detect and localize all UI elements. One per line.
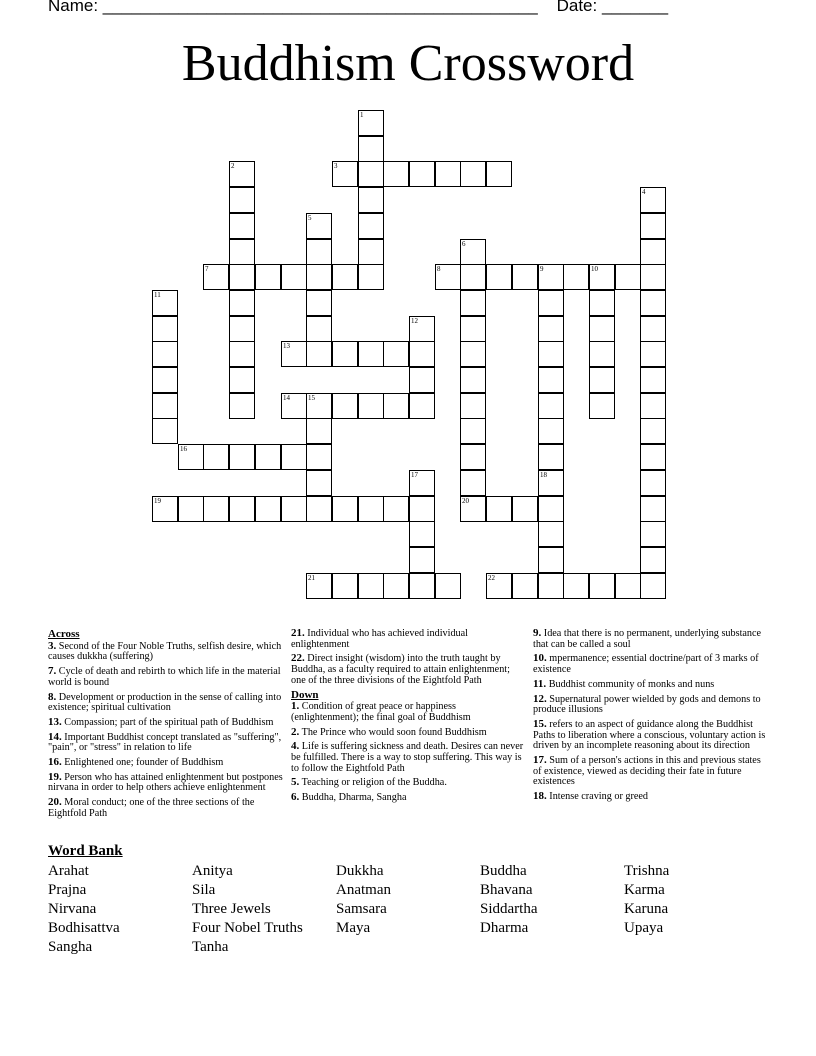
across-clue [48, 797, 283, 819]
clue-text: refers to an aspect of guidance along the Buddhist Paths to liberation where a conscious, voluntary action is driven by an incomplete reasoning about its direction [533, 718, 766, 752]
cell-number: 15 [308, 394, 315, 402]
crossword-cell[interactable] [383, 393, 409, 419]
crossword-cell[interactable] [358, 264, 384, 290]
crossword-cell[interactable] [460, 290, 486, 316]
crossword-cell[interactable] [332, 496, 358, 522]
cell-number: 8 [437, 265, 441, 273]
crossword-cell[interactable] [358, 239, 384, 265]
clue-number: 9. [533, 627, 542, 639]
crossword-cell[interactable] [229, 496, 255, 522]
crossword-cell[interactable] [255, 496, 281, 522]
crossword-cell[interactable] [229, 187, 255, 213]
crossword-cell[interactable] [538, 496, 564, 522]
crossword-cell[interactable] [358, 573, 384, 599]
clue-number: 17. [533, 754, 547, 767]
clue-text: Development or production in the sense of calling into existence; spiritual cultivation [48, 691, 282, 714]
crossword-cell[interactable] [512, 496, 538, 522]
down-clue-list-continued [533, 628, 769, 803]
clue-text: Life is suffering sickness and death. Desires can never be fulfilled. There is a way to stop suffering. This way is to follow the Eightfold Path [291, 741, 524, 774]
crossword-cell[interactable] [358, 213, 384, 239]
crossword-cell[interactable] [332, 393, 358, 419]
down-clue [291, 792, 526, 804]
across-clue [48, 641, 283, 663]
crossword-cell[interactable] [383, 341, 409, 367]
word-bank-word: Prajna [48, 882, 87, 898]
crossword-cell[interactable] [306, 418, 332, 444]
crossword-cell[interactable] [563, 264, 589, 290]
across-clue [291, 653, 526, 686]
crossword-cell[interactable] [538, 521, 564, 547]
crossword-cell[interactable] [589, 264, 615, 290]
crossword-cell[interactable] [306, 573, 332, 599]
crossword-cell[interactable] [512, 573, 538, 599]
clue-number: 4. [291, 740, 300, 753]
crossword-cell[interactable] [538, 316, 564, 342]
word-bank-word: Maya [336, 920, 371, 936]
crossword-cell[interactable] [358, 136, 384, 162]
crossword-cell[interactable] [589, 341, 615, 367]
crossword-cell[interactable] [640, 573, 666, 599]
crossword-cell[interactable] [460, 470, 486, 496]
crossword-cell[interactable] [255, 444, 281, 470]
clue-text: Direct insight (wisdom) into the truth taught by Buddha, as a faculty required to attain enlightenment; one of the three divisions of the Eightfold Path [291, 653, 510, 686]
crossword-cell[interactable] [306, 341, 332, 367]
clue-text: Buddha, Dharma, Sangha [299, 792, 407, 804]
crossword-cell[interactable] [306, 470, 332, 496]
crossword-cell[interactable] [538, 547, 564, 573]
clue-text: Teaching or religion of the Buddha. [299, 777, 447, 789]
word-bank-title: Word Bank [48, 843, 123, 859]
crossword-cell[interactable] [460, 264, 486, 290]
word-bank-word: Dharma [480, 920, 529, 936]
cell-number: 16 [180, 445, 187, 453]
down-clue [291, 701, 526, 723]
down-clue [291, 727, 526, 739]
word-bank-word: Anitya [192, 863, 233, 879]
crossword-cell[interactable] [538, 418, 564, 444]
crossword-cell[interactable] [538, 367, 564, 393]
crossword-cell[interactable] [640, 316, 666, 342]
clue-text: Cycle of death and rebirth to which life in the material world is bound [48, 666, 281, 688]
crossword-cell[interactable] [358, 496, 384, 522]
word-bank-word: Arahat [48, 863, 89, 879]
clue-text: Intense craving or greed [546, 791, 649, 803]
clue-number: 16. [48, 756, 62, 769]
cell-number: 3 [334, 162, 338, 170]
word-bank-word: Siddartha [480, 901, 538, 917]
crossword-cell[interactable] [409, 573, 435, 599]
across-clue [48, 692, 283, 714]
crossword-cell[interactable] [538, 341, 564, 367]
clue-number: 13. [48, 715, 62, 728]
clue-number: 14. [48, 730, 62, 743]
crossword-cell[interactable] [615, 573, 641, 599]
crossword-cell[interactable] [486, 496, 512, 522]
crossword-cell[interactable] [409, 393, 435, 419]
clue-number: 11. [533, 677, 547, 690]
cell-number: 17 [411, 471, 418, 479]
crossword-cell[interactable] [152, 341, 178, 367]
crossword-cell[interactable] [538, 393, 564, 419]
name-date-line[interactable]: Name: ______________________________________________ Date: _______ [48, 0, 669, 15]
crossword-cell[interactable] [640, 239, 666, 265]
cell-number: 11 [154, 291, 161, 299]
down-heading: Down [291, 688, 319, 701]
down-clue-list [291, 701, 526, 804]
cell-number: 2 [231, 162, 235, 170]
clue-number: 12. [533, 692, 547, 705]
across-clue [48, 772, 283, 794]
clue-number: 10. [533, 652, 547, 665]
crossword-cell[interactable] [281, 264, 307, 290]
crossword-cell[interactable] [640, 444, 666, 470]
crossword-cell[interactable] [435, 573, 461, 599]
clue-number: 1. [291, 700, 300, 713]
cell-number: 12 [411, 317, 418, 325]
clue-text: Buddhist community of monks and nuns [546, 678, 715, 690]
crossword-cell[interactable] [589, 393, 615, 419]
crossword-cell[interactable] [332, 161, 358, 187]
across-clue [48, 717, 283, 729]
clue-text: Important Buddhist concept translated as "suffering", "pain", or "stress" in relation to life [48, 731, 282, 754]
crossword-cell[interactable] [383, 573, 409, 599]
word-bank-word: Buddha [480, 863, 527, 879]
crossword-cell[interactable] [640, 418, 666, 444]
crossword-cell[interactable] [358, 161, 384, 187]
crossword-cell[interactable] [409, 316, 435, 342]
crossword-cell[interactable] [409, 496, 435, 522]
clue-number: 21. [291, 627, 305, 639]
clues-column-2 [291, 628, 526, 807]
down-clue [533, 679, 769, 691]
word-bank-word: Bodhisattva [48, 920, 120, 936]
clue-text: Compassion; part of the spiritual path of Buddhism [61, 716, 274, 728]
word-bank-word: Trishna [624, 863, 670, 879]
crossword-cell[interactable] [563, 573, 589, 599]
word-bank-word: Three Jewels [192, 901, 271, 917]
crossword-cell[interactable] [640, 213, 666, 239]
word-bank-word: Karuna [624, 901, 669, 917]
clue-text: Enlightened one; founder of Buddhism [61, 757, 224, 769]
crossword-cell[interactable] [281, 393, 307, 419]
crossword-cell[interactable] [203, 496, 229, 522]
cell-number: 5 [308, 214, 312, 222]
across-clue [48, 666, 283, 688]
crossword-cell[interactable] [306, 316, 332, 342]
crossword-cell[interactable] [178, 496, 204, 522]
clues-column-1 [48, 628, 283, 823]
crossword-cell[interactable] [306, 290, 332, 316]
clues-column-3 [533, 628, 769, 806]
clue-number: 5. [291, 776, 300, 789]
cell-number: 14 [283, 394, 290, 402]
crossword-cell[interactable] [409, 521, 435, 547]
crossword-cell[interactable] [229, 290, 255, 316]
crossword-cell[interactable] [306, 393, 332, 419]
crossword-cell[interactable] [152, 316, 178, 342]
word-bank-word: Sila [192, 882, 216, 898]
crossword-cell[interactable] [640, 496, 666, 522]
word-bank-word: Samsara [336, 901, 387, 917]
crossword-cell[interactable] [409, 161, 435, 187]
cell-number: 7 [205, 265, 209, 273]
crossword-cell[interactable] [229, 367, 255, 393]
crossword-cell[interactable] [281, 444, 307, 470]
word-bank-word: Four Nobel Truths [192, 920, 303, 936]
crossword-cell[interactable] [435, 161, 461, 187]
clue-number: 22. [291, 652, 305, 665]
clue-text: Second of the Four Noble Truths, selfish desire, which causes dukkha (suffering) [48, 640, 282, 663]
crossword-cell[interactable] [152, 393, 178, 419]
clue-number: 8. [48, 690, 57, 703]
clue-text: Individual who has achieved individual enlightenment [291, 628, 468, 650]
cell-number: 21 [308, 574, 315, 582]
crossword-cell[interactable] [152, 418, 178, 444]
clue-number: 20. [48, 796, 62, 809]
crossword-cell[interactable] [460, 341, 486, 367]
crossword-cell[interactable] [512, 264, 538, 290]
down-clue [533, 694, 769, 716]
word-bank-word: Nirvana [48, 901, 97, 917]
crossword-cell[interactable] [409, 367, 435, 393]
crossword-cell[interactable] [538, 573, 564, 599]
crossword-cell[interactable] [152, 290, 178, 316]
cell-number: 1 [360, 111, 364, 119]
crossword-cell[interactable] [358, 341, 384, 367]
crossword-cell[interactable] [538, 470, 564, 496]
crossword-cell[interactable] [229, 264, 255, 290]
down-clue [291, 741, 526, 774]
cell-number: 10 [591, 265, 598, 273]
crossword-cell[interactable] [486, 264, 512, 290]
clue-number: 18. [533, 790, 547, 803]
clue-text: mpermanence; essential doctrine/part of 3 marks of existence [533, 653, 759, 676]
crossword-cell[interactable] [615, 264, 641, 290]
crossword-cell[interactable] [460, 418, 486, 444]
crossword-cell[interactable] [460, 239, 486, 265]
crossword-cell[interactable] [358, 393, 384, 419]
crossword-cell[interactable] [640, 547, 666, 573]
word-bank-word: Sangha [48, 939, 93, 955]
down-clue [533, 653, 769, 675]
crossword-cell[interactable] [640, 470, 666, 496]
clue-text: Person who has attained enlightenment but postpones nirvana in order to help others achieve enlightenment [48, 771, 283, 794]
across-clue [48, 732, 283, 754]
word-bank-word: Karma [624, 882, 665, 898]
clue-text: Supernatural power wielded by gods and demons to produce illusions [533, 693, 761, 716]
clue-text: The Prince who would soon found Buddhism [299, 726, 487, 738]
cell-number: 19 [154, 497, 161, 505]
crossword-cell[interactable] [229, 213, 255, 239]
clue-text: Idea that there is no permanent, underlying substance that can be called a soul [533, 628, 762, 650]
crossword-cell[interactable] [306, 213, 332, 239]
clue-number: 3. [48, 639, 57, 652]
crossword-cell[interactable] [589, 367, 615, 393]
crossword-cell[interactable] [460, 367, 486, 393]
crossword-cell[interactable] [229, 316, 255, 342]
crossword-cell[interactable] [486, 161, 512, 187]
crossword-cell[interactable] [460, 393, 486, 419]
word-bank-word: Tanha [192, 939, 229, 955]
word-bank-word: Dukkha [336, 863, 384, 879]
crossword-cell[interactable] [332, 341, 358, 367]
crossword-cell[interactable] [178, 444, 204, 470]
cell-number: 22 [488, 574, 495, 582]
word-bank-word: Bhavana [480, 882, 533, 898]
cell-number: 13 [283, 342, 290, 350]
crossword-cell[interactable] [640, 264, 666, 290]
crossword-cell[interactable] [589, 290, 615, 316]
crossword-cell[interactable] [640, 290, 666, 316]
crossword-cell[interactable] [229, 161, 255, 187]
across-heading: Across [48, 628, 80, 640]
crossword-cell[interactable] [589, 316, 615, 342]
cell-number: 18 [540, 471, 547, 479]
crossword-cell[interactable] [460, 444, 486, 470]
crossword-cell[interactable] [383, 496, 409, 522]
clue-text: Sum of a person's actions in this and previous states of existence, viewed as deciding their fate in future existences [533, 755, 761, 788]
crossword-cell[interactable] [281, 496, 307, 522]
clue-number: 19. [48, 770, 62, 783]
crossword-cell[interactable] [460, 496, 486, 522]
crossword-cell[interactable] [332, 573, 358, 599]
cell-number: 9 [540, 265, 544, 273]
crossword-cell[interactable] [203, 264, 229, 290]
across-clue-list [48, 641, 283, 820]
crossword-cell[interactable] [358, 187, 384, 213]
across-clue-list-continued [291, 628, 526, 687]
down-clue [533, 719, 769, 752]
down-clue [291, 777, 526, 789]
crossword-cell[interactable] [409, 341, 435, 367]
crossword-cell[interactable] [460, 161, 486, 187]
crossword-cell[interactable] [229, 393, 255, 419]
crossword-cell[interactable] [383, 161, 409, 187]
crossword-cell[interactable] [152, 496, 178, 522]
cell-number: 20 [462, 497, 469, 505]
crossword-cell[interactable] [538, 444, 564, 470]
crossword-cell[interactable] [538, 290, 564, 316]
crossword-cell[interactable] [255, 264, 281, 290]
crossword-cell[interactable] [409, 547, 435, 573]
word-bank-word: Anatman [336, 882, 391, 898]
crossword-cell[interactable] [486, 573, 512, 599]
crossword-cell[interactable] [281, 341, 307, 367]
clue-text: Moral conduct; one of the three sections of the Eightfold Path [48, 797, 255, 819]
crossword-cell[interactable] [306, 264, 332, 290]
crossword-cell[interactable] [229, 239, 255, 265]
down-clue [533, 755, 769, 788]
crossword-cell[interactable] [306, 444, 332, 470]
clue-text: Condition of great peace or happiness (enlightenment); the final goal of Buddhism [291, 701, 471, 723]
across-clue [48, 757, 283, 769]
clue-number: 7. [48, 665, 57, 678]
crossword-cell[interactable] [409, 470, 435, 496]
crossword-cell[interactable] [640, 367, 666, 393]
word-bank [48, 862, 768, 962]
word-bank-word: Upaya [624, 920, 664, 936]
crossword-cell[interactable] [332, 264, 358, 290]
clue-number: 6. [291, 791, 300, 804]
crossword-cell[interactable] [460, 316, 486, 342]
crossword-cell[interactable] [589, 573, 615, 599]
cell-number: 6 [462, 240, 466, 248]
across-clue [291, 628, 526, 650]
crossword-cell[interactable] [229, 444, 255, 470]
crossword-cell[interactable] [538, 264, 564, 290]
cell-number: 4 [642, 188, 646, 196]
crossword-cell[interactable] [203, 444, 229, 470]
down-clue [533, 628, 769, 650]
clue-number: 15. [533, 717, 547, 730]
crossword-cell[interactable] [229, 341, 255, 367]
page-title: Buddhism Crossword [181, 35, 635, 92]
clue-number: 2. [291, 725, 300, 738]
crossword-cell[interactable] [640, 187, 666, 213]
crossword-cell[interactable] [435, 264, 461, 290]
crossword-cell[interactable] [306, 239, 332, 265]
crossword-cell[interactable] [640, 521, 666, 547]
crossword-cell[interactable] [358, 110, 384, 136]
crossword-cell[interactable] [640, 393, 666, 419]
crossword-cell[interactable] [640, 341, 666, 367]
crossword-cell[interactable] [152, 367, 178, 393]
crossword-cell[interactable] [306, 496, 332, 522]
down-clue [533, 791, 769, 803]
